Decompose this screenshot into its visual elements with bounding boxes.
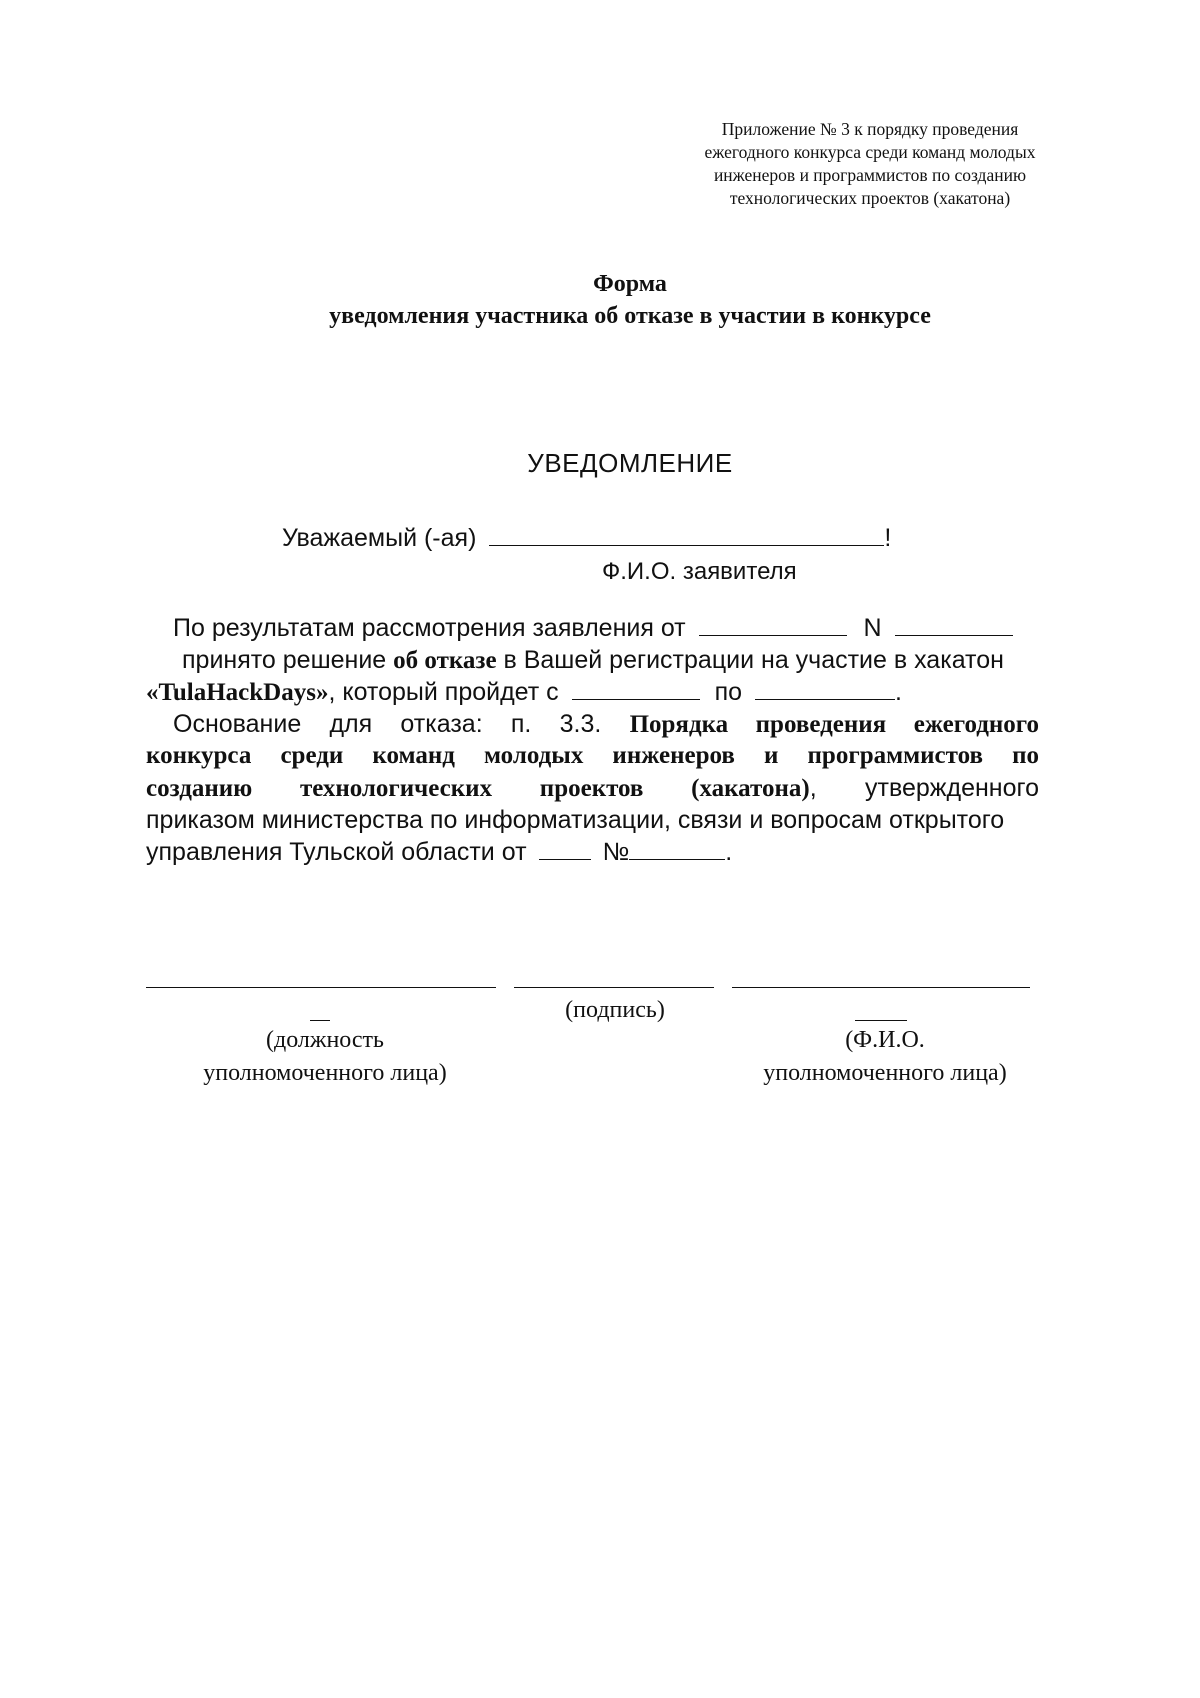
name-caption xyxy=(730,1024,1040,1090)
body-line3-end: . xyxy=(894,678,902,706)
basis-l5-text: управления Тульской области от xyxy=(146,838,527,866)
basis-l1-bold: Порядка проведения ежегодного xyxy=(629,711,1040,738)
order-number-field[interactable] xyxy=(629,839,725,860)
basis-line-5 xyxy=(146,836,732,868)
signature-line[interactable] xyxy=(514,987,714,988)
event-end-date-field[interactable] xyxy=(755,679,895,700)
appendix-note xyxy=(640,118,1100,210)
applicant-name-field[interactable] xyxy=(489,525,884,546)
applicant-name-caption: Ф.И.О. заявителя xyxy=(602,558,797,585)
event-start-date-field[interactable] xyxy=(572,679,700,700)
name-signature-line[interactable] xyxy=(732,987,1030,988)
appendix-line: технологических проектов (хакатона) xyxy=(729,188,1011,208)
position-caption xyxy=(150,1024,500,1090)
position-caption-l2: уполномоченного лица) xyxy=(203,1060,447,1086)
form-title xyxy=(0,268,1200,332)
position-caption-l1: (должность xyxy=(266,1027,384,1053)
name-caption-l2: уполномоченного лица) xyxy=(763,1060,1007,1086)
basis-l5-end: . xyxy=(725,838,733,866)
basis-line-3 xyxy=(146,772,1039,805)
event-name: «TulaHackDays» xyxy=(146,679,329,706)
salutation-end: ! xyxy=(884,524,892,552)
appendix-line: инженеров и программистов по созданию xyxy=(713,165,1027,185)
body-line-1 xyxy=(173,612,1013,644)
basis-l2-bold: конкурса среди команд молодых инженеров и программистов по xyxy=(146,742,1039,769)
body-line1-text: По результатам рассмотрения заявления от xyxy=(173,614,686,642)
order-date-field[interactable] xyxy=(539,839,591,860)
salutation-line xyxy=(282,522,891,554)
position-signature-line[interactable] xyxy=(146,987,496,988)
body-line2-text-a: принято решение xyxy=(182,646,394,674)
notice-heading: УВЕДОМЛЕНИЕ xyxy=(527,448,733,478)
basis-line-2 xyxy=(146,740,1039,772)
order-number-label: № xyxy=(602,838,630,866)
refusal-bold-text: об отказе xyxy=(393,647,497,674)
body-line-3 xyxy=(146,676,902,709)
name-caption-dash xyxy=(855,1020,907,1021)
body-line3-text: , который пройдет с xyxy=(328,678,559,706)
basis-l1-text: Основание для отказа: п. 3.3. xyxy=(173,710,630,738)
application-date-field[interactable] xyxy=(699,615,847,636)
basis-l3-text: , утвержденного xyxy=(809,774,1039,802)
form-title-line1: Форма xyxy=(593,271,667,297)
form-title-line2: уведомления участника об отказе в участии в конкурсе xyxy=(329,303,931,329)
salutation-text: Уважаемый (-ая) xyxy=(282,524,477,552)
basis-line-1 xyxy=(173,708,1039,741)
appendix-line: ежегодного конкурса среди команд молодых xyxy=(704,142,1036,162)
date-to-label: по xyxy=(714,678,743,706)
body-line-2 xyxy=(182,644,1004,677)
name-caption-l1: (Ф.И.О. xyxy=(845,1027,925,1053)
basis-line-4: приказом министерства по информатизации, связи и вопросам открытого xyxy=(146,806,1005,834)
appendix-line: Приложение № 3 к порядку проведения xyxy=(721,119,1019,139)
signature-caption: (подпись) xyxy=(565,997,665,1023)
body-line2-text-b: в Вашей регистрации на участие в хакатон xyxy=(496,646,1004,674)
basis-l3-bold: созданию технологических проектов (хакатона) xyxy=(146,775,810,802)
position-caption-dash xyxy=(310,1020,330,1021)
application-number-field[interactable] xyxy=(895,615,1013,636)
application-number-label: N xyxy=(863,614,882,642)
